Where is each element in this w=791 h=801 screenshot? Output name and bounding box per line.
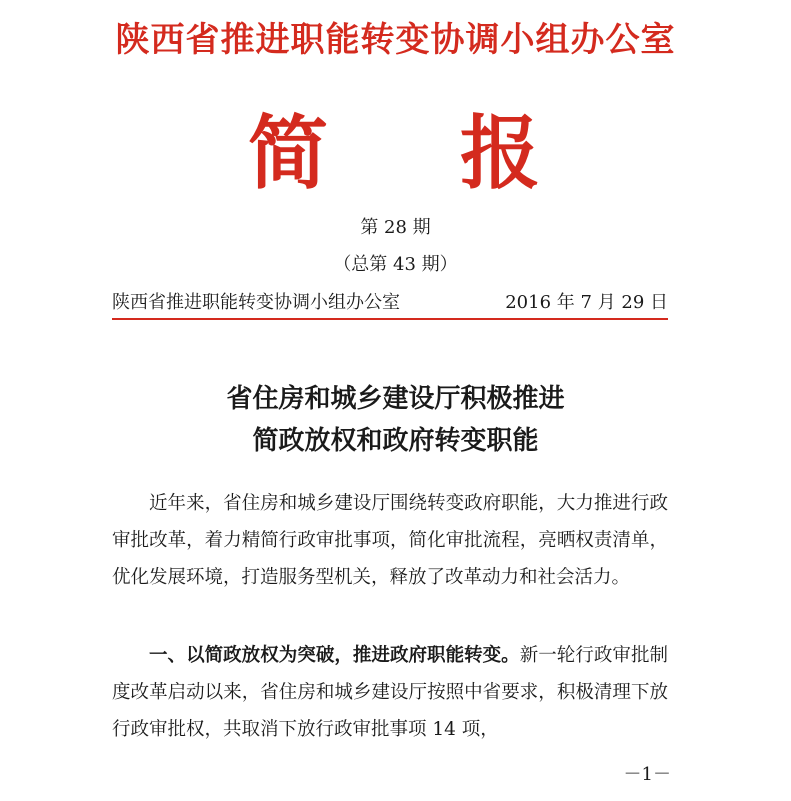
- meta-date: 2016 年 7 月 29 日: [505, 292, 668, 313]
- paragraph-1: 近年来，省住房和城乡建设厅围绕转变政府职能，大力推进行政审批改革，着力精简行政审批事项，简化审批流程，亮晒权责清单，优化发展环境，打造服务型机关，释放了改革动力和社会活力。: [112, 493, 668, 588]
- masthead-title: [0, 108, 791, 198]
- paragraph-2-heading: 一、以简政放权为突破，推进政府职能转变。: [149, 645, 520, 666]
- red-divider: [112, 318, 668, 320]
- paragraph-2: [112, 637, 668, 748]
- paragraph-2-body: 新一轮行政审批制度改革启动以来，省住房和城乡建设厅按照中省要求，积极清理下放行政审批权，共取消下放行政审批事项 14 项，: [112, 645, 668, 740]
- article-title-line-2: 简政放权和政府转变职能: [252, 426, 539, 456]
- masthead-title-char-2: 报: [460, 106, 540, 200]
- issue-number: 第 28 期: [360, 217, 431, 238]
- masthead-org-name: 陕西省推进职能转变协调小组办公室: [115, 20, 676, 60]
- masthead-title-char-1: 简: [248, 106, 328, 200]
- issue-total: （总第 43 期）: [333, 254, 458, 275]
- article-title-line-1: 省住房和城乡建设厅积极推进: [226, 384, 565, 414]
- page-number: －1－: [623, 764, 671, 785]
- meta-org: 陕西省推进职能转变协调小组办公室: [112, 292, 400, 313]
